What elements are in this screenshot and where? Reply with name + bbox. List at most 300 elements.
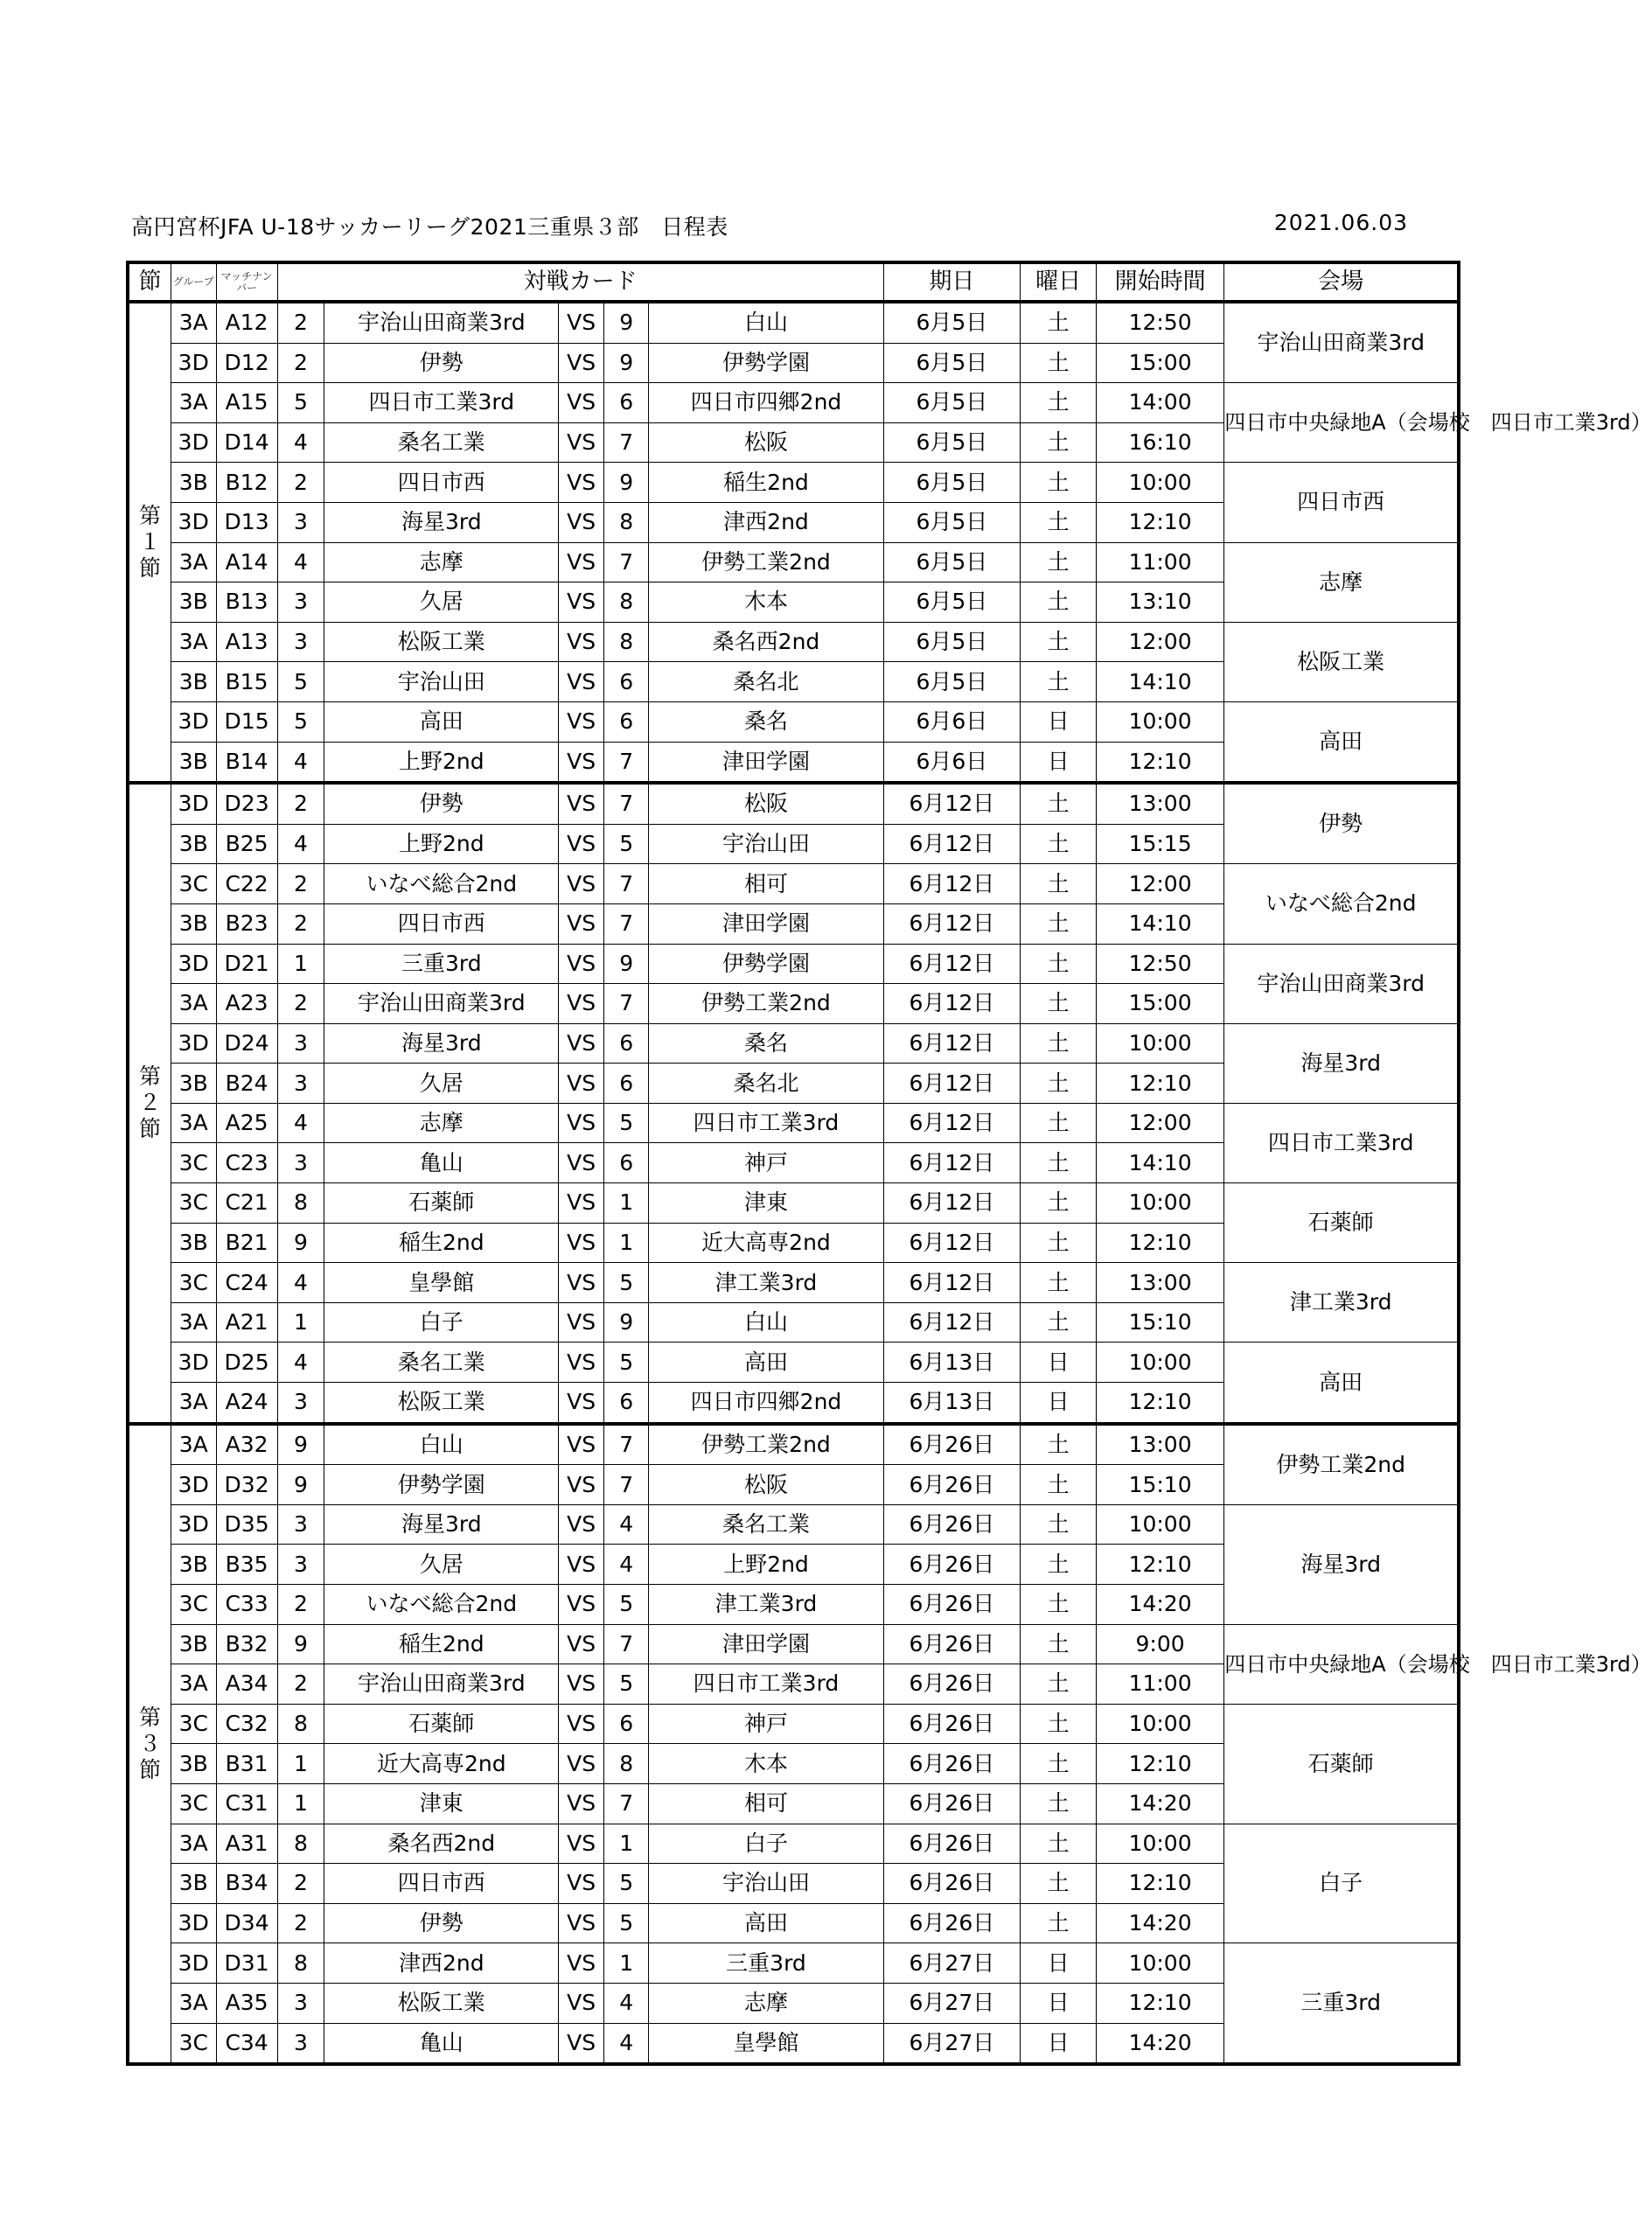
match-date-cell: 6月26日 — [883, 1624, 1021, 1664]
away-team-cell: 相可 — [649, 1783, 883, 1824]
venue-cell: 石薬師 — [1224, 1704, 1459, 1824]
group-cell: 3B — [171, 1223, 216, 1263]
venue-cell: 松阪工業 — [1224, 622, 1459, 701]
home-team-cell: 白子 — [324, 1302, 559, 1343]
match-number-cell: D23 — [216, 783, 277, 824]
away-seed-cell: 4 — [603, 1545, 649, 1585]
vs-cell: VS — [559, 944, 604, 984]
home-team-cell: 松阪工業 — [324, 1383, 559, 1424]
away-seed-cell: 7 — [603, 422, 649, 463]
start-time-cell: 12:10 — [1096, 1983, 1223, 2023]
group-cell: 3C — [171, 2023, 216, 2064]
away-team-cell: 四日市四郷2nd — [649, 383, 883, 423]
home-team-cell: 津西2nd — [324, 1943, 559, 1984]
away-team-cell: 津田学園 — [649, 903, 883, 944]
home-seed-cell: 5 — [277, 383, 324, 423]
header-start-time: 開始時間 — [1096, 262, 1223, 302]
home-seed-cell: 3 — [277, 1143, 324, 1183]
start-time-cell: 14:20 — [1096, 2023, 1223, 2064]
group-cell: 3C — [171, 1143, 216, 1183]
home-team-cell: 宇治山田商業3rd — [324, 302, 559, 343]
match-row — [128, 1824, 1459, 1864]
away-seed-cell: 4 — [603, 2023, 649, 2064]
vs-cell: VS — [559, 903, 604, 944]
match-row — [128, 1704, 1459, 1744]
venue-cell: 伊勢工業2nd — [1224, 1424, 1459, 1505]
header-date: 期日 — [883, 262, 1021, 302]
vs-cell: VS — [559, 582, 604, 623]
section-label-char: ２ — [138, 1090, 161, 1116]
match-row — [128, 302, 1459, 343]
match-number-cell: C32 — [216, 1704, 277, 1744]
weekday-cell: 日 — [1021, 1943, 1097, 1984]
match-date-cell: 6月26日 — [883, 1864, 1021, 1904]
vs-cell: VS — [559, 302, 604, 343]
weekday-cell: 土 — [1021, 662, 1097, 702]
away-team-cell: 白山 — [649, 302, 883, 343]
home-seed-cell: 2 — [277, 903, 324, 944]
away-seed-cell: 8 — [603, 502, 649, 542]
home-team-cell: 皇學館 — [324, 1263, 559, 1303]
start-time-cell: 16:10 — [1096, 422, 1223, 463]
vs-cell: VS — [559, 343, 604, 383]
start-time-cell: 10:00 — [1096, 1504, 1223, 1545]
group-cell: 3D — [171, 783, 216, 824]
match-row — [128, 701, 1459, 742]
section-label-char: １ — [138, 529, 161, 555]
start-time-cell: 11:00 — [1096, 1664, 1223, 1705]
vs-cell: VS — [559, 1143, 604, 1183]
group-cell: 3A — [171, 1664, 216, 1705]
home-seed-cell: 5 — [277, 701, 324, 742]
start-time-cell: 10:00 — [1096, 701, 1223, 742]
start-time-cell: 9:00 — [1096, 1624, 1223, 1664]
away-team-cell: 津東 — [649, 1183, 883, 1224]
start-time-cell: 11:00 — [1096, 542, 1223, 582]
header-match-card: 対戦カード — [277, 262, 883, 302]
group-cell: 3A — [171, 1383, 216, 1424]
group-cell: 3A — [171, 542, 216, 582]
vs-cell: VS — [559, 984, 604, 1024]
vs-cell: VS — [559, 1664, 604, 1705]
vs-cell: VS — [559, 422, 604, 463]
vs-cell: VS — [559, 1943, 604, 1984]
away-team-cell: 松阪 — [649, 422, 883, 463]
away-seed-cell: 6 — [603, 662, 649, 702]
group-cell: 3D — [171, 1504, 216, 1545]
venue-cell: 伊勢 — [1224, 783, 1459, 864]
weekday-cell: 土 — [1021, 1545, 1097, 1585]
home-team-cell: 上野2nd — [324, 824, 559, 864]
match-number-cell: B21 — [216, 1223, 277, 1263]
start-time-cell: 12:10 — [1096, 1064, 1223, 1104]
match-date-cell: 6月5日 — [883, 343, 1021, 383]
group-cell: 3D — [171, 343, 216, 383]
match-date-cell: 6月12日 — [883, 944, 1021, 984]
start-time-cell: 14:10 — [1096, 662, 1223, 702]
match-number-cell: D14 — [216, 422, 277, 463]
away-seed-cell: 7 — [603, 542, 649, 582]
away-team-cell: 四日市工業3rd — [649, 1103, 883, 1143]
weekday-cell: 土 — [1021, 1064, 1097, 1104]
home-team-cell: 宇治山田商業3rd — [324, 1664, 559, 1705]
start-time-cell: 14:10 — [1096, 903, 1223, 944]
weekday-cell: 土 — [1021, 1263, 1097, 1303]
match-date-cell: 6月5日 — [883, 502, 1021, 542]
match-date-cell: 6月6日 — [883, 701, 1021, 742]
match-date-cell: 6月26日 — [883, 1585, 1021, 1625]
home-team-cell: 宇治山田商業3rd — [324, 984, 559, 1024]
away-team-cell: 伊勢工業2nd — [649, 984, 883, 1024]
match-date-cell: 6月12日 — [883, 1223, 1021, 1263]
away-seed-cell: 6 — [603, 1143, 649, 1183]
away-team-cell: 神戸 — [649, 1704, 883, 1744]
group-cell: 3A — [171, 1424, 216, 1465]
header-match-number: マッチナンバー — [216, 262, 277, 302]
home-seed-cell: 8 — [277, 1943, 324, 1984]
match-number-cell: A23 — [216, 984, 277, 1024]
away-team-cell: 志摩 — [649, 1983, 883, 2023]
group-cell: 3B — [171, 903, 216, 944]
section-label-char: 節 — [138, 1116, 161, 1142]
home-team-cell: 亀山 — [324, 1143, 559, 1183]
home-team-cell: 伊勢 — [324, 783, 559, 824]
match-row — [128, 1023, 1459, 1064]
match-number-cell: B14 — [216, 742, 277, 783]
home-team-cell: 海星3rd — [324, 1504, 559, 1545]
match-row — [128, 463, 1459, 503]
match-number-cell: A25 — [216, 1103, 277, 1143]
weekday-cell: 土 — [1021, 1465, 1097, 1505]
match-number-cell: C24 — [216, 1263, 277, 1303]
home-team-cell: 海星3rd — [324, 1023, 559, 1064]
match-row — [128, 1424, 1459, 1465]
match-date-cell: 6月12日 — [883, 783, 1021, 824]
away-seed-cell: 5 — [603, 1585, 649, 1625]
section-label-char: 節 — [138, 555, 161, 582]
match-date-cell: 6月12日 — [883, 984, 1021, 1024]
weekday-cell: 土 — [1021, 1824, 1097, 1864]
away-team-cell: 津工業3rd — [649, 1263, 883, 1303]
home-seed-cell: 3 — [277, 502, 324, 542]
home-seed-cell: 2 — [277, 1585, 324, 1625]
away-team-cell: 木本 — [649, 582, 883, 623]
section-label-char: 第 — [138, 503, 161, 529]
group-cell: 3A — [171, 984, 216, 1024]
match-number-cell: D12 — [216, 343, 277, 383]
start-time-cell: 15:10 — [1096, 1465, 1223, 1505]
home-seed-cell: 4 — [277, 1103, 324, 1143]
match-number-cell: A15 — [216, 383, 277, 423]
match-number-cell: C33 — [216, 1585, 277, 1625]
vs-cell: VS — [559, 1585, 604, 1625]
vs-cell: VS — [559, 783, 604, 824]
group-cell: 3B — [171, 824, 216, 864]
venue-cell: 白子 — [1224, 1824, 1459, 1943]
away-seed-cell: 8 — [603, 622, 649, 662]
match-date-cell: 6月26日 — [883, 1545, 1021, 1585]
vs-cell: VS — [559, 1864, 604, 1904]
match-date-cell: 6月5日 — [883, 582, 1021, 623]
away-seed-cell: 6 — [603, 701, 649, 742]
home-seed-cell: 3 — [277, 1504, 324, 1545]
away-seed-cell: 7 — [603, 1424, 649, 1465]
weekday-cell: 土 — [1021, 1023, 1097, 1064]
away-seed-cell: 4 — [603, 1504, 649, 1545]
match-date-cell: 6月6日 — [883, 742, 1021, 783]
match-number-cell: D31 — [216, 1943, 277, 1984]
home-seed-cell: 2 — [277, 864, 324, 904]
away-team-cell: 白山 — [649, 1302, 883, 1343]
group-cell: 3D — [171, 1943, 216, 1984]
venue-cell: 三重3rd — [1224, 1943, 1459, 2064]
home-seed-cell: 8 — [277, 1704, 324, 1744]
match-row — [128, 783, 1459, 824]
weekday-cell: 土 — [1021, 1103, 1097, 1143]
start-time-cell: 13:00 — [1096, 783, 1223, 824]
home-team-cell: 宇治山田 — [324, 662, 559, 702]
match-number-cell: D24 — [216, 1023, 277, 1064]
match-row — [128, 1263, 1459, 1303]
match-row — [128, 1504, 1459, 1545]
group-cell: 3C — [171, 1585, 216, 1625]
weekday-cell: 日 — [1021, 1983, 1097, 2023]
away-team-cell: 高田 — [649, 1343, 883, 1383]
match-date-cell: 6月12日 — [883, 1023, 1021, 1064]
away-team-cell: 白子 — [649, 1824, 883, 1864]
match-row — [128, 864, 1459, 904]
away-seed-cell: 9 — [603, 463, 649, 503]
start-time-cell: 10:00 — [1096, 1023, 1223, 1064]
match-number-cell: C31 — [216, 1783, 277, 1824]
group-cell: 3B — [171, 742, 216, 783]
start-time-cell: 12:10 — [1096, 1223, 1223, 1263]
vs-cell: VS — [559, 463, 604, 503]
match-date-cell: 6月27日 — [883, 2023, 1021, 2064]
match-number-cell: D34 — [216, 1903, 277, 1943]
away-team-cell: 宇治山田 — [649, 1864, 883, 1904]
group-cell: 3C — [171, 1183, 216, 1224]
group-cell: 3A — [171, 1983, 216, 2023]
match-number-cell: B13 — [216, 582, 277, 623]
home-team-cell: 海星3rd — [324, 502, 559, 542]
away-team-cell: 近大高専2nd — [649, 1223, 883, 1263]
vs-cell: VS — [559, 1465, 604, 1505]
schedule-body — [128, 302, 1652, 2064]
group-cell: 3C — [171, 1704, 216, 1744]
group-cell: 3B — [171, 463, 216, 503]
weekday-cell: 土 — [1021, 542, 1097, 582]
match-date-cell: 6月5日 — [883, 422, 1021, 463]
away-seed-cell: 8 — [603, 1744, 649, 1784]
start-time-cell: 10:00 — [1096, 1943, 1223, 1984]
group-cell: 3B — [171, 1064, 216, 1104]
weekday-cell: 土 — [1021, 1143, 1097, 1183]
weekday-cell: 土 — [1021, 383, 1097, 423]
match-date-cell: 6月12日 — [883, 1183, 1021, 1224]
match-number-cell: D35 — [216, 1504, 277, 1545]
away-seed-cell: 7 — [603, 864, 649, 904]
weekday-cell: 土 — [1021, 343, 1097, 383]
group-cell: 3A — [171, 1824, 216, 1864]
page-title: 高円宮杯JFA U-18サッカーリーグ2021三重県３部 日程表 — [131, 214, 728, 240]
away-team-cell: 津工業3rd — [649, 1585, 883, 1625]
weekday-cell: 土 — [1021, 1624, 1097, 1664]
away-seed-cell: 1 — [603, 1183, 649, 1224]
home-team-cell: 石薬師 — [324, 1183, 559, 1224]
venue-cell: 四日市中央緑地A（会場校 四日市工業3rd） — [1224, 1624, 1459, 1704]
start-time-cell: 12:00 — [1096, 622, 1223, 662]
weekday-cell: 土 — [1021, 1223, 1097, 1263]
weekday-cell: 土 — [1021, 903, 1097, 944]
group-cell: 3B — [171, 662, 216, 702]
venue-cell: 四日市中央緑地A（会場校 四日市工業3rd） — [1224, 383, 1459, 463]
home-team-cell: 四日市西 — [324, 463, 559, 503]
start-time-cell: 14:20 — [1096, 1783, 1223, 1824]
home-team-cell: 四日市西 — [324, 903, 559, 944]
home-seed-cell: 1 — [277, 1302, 324, 1343]
home-seed-cell: 3 — [277, 1383, 324, 1424]
home-seed-cell: 3 — [277, 2023, 324, 2064]
venue-cell: 高田 — [1224, 1343, 1459, 1424]
weekday-cell: 土 — [1021, 1744, 1097, 1784]
away-team-cell: 三重3rd — [649, 1943, 883, 1984]
home-team-cell: 白山 — [324, 1424, 559, 1465]
match-number-cell: A31 — [216, 1824, 277, 1864]
start-time-cell: 13:00 — [1096, 1263, 1223, 1303]
weekday-cell: 土 — [1021, 824, 1097, 864]
away-team-cell: 上野2nd — [649, 1545, 883, 1585]
away-team-cell: 津田学園 — [649, 742, 883, 783]
group-cell: 3C — [171, 1263, 216, 1303]
home-team-cell: 久居 — [324, 1545, 559, 1585]
vs-cell: VS — [559, 701, 604, 742]
away-seed-cell: 9 — [603, 1302, 649, 1343]
group-cell: 3D — [171, 1903, 216, 1943]
away-seed-cell: 5 — [603, 1903, 649, 1943]
start-time-cell: 12:10 — [1096, 1383, 1223, 1424]
vs-cell: VS — [559, 383, 604, 423]
vs-cell: VS — [559, 1223, 604, 1263]
venue-cell: 四日市西 — [1224, 463, 1459, 542]
away-team-cell: 宇治山田 — [649, 824, 883, 864]
start-time-cell: 13:10 — [1096, 582, 1223, 623]
home-team-cell: 津東 — [324, 1783, 559, 1824]
match-date-cell: 6月26日 — [883, 1824, 1021, 1864]
away-seed-cell: 5 — [603, 1263, 649, 1303]
away-seed-cell: 1 — [603, 1943, 649, 1984]
match-date-cell: 6月12日 — [883, 824, 1021, 864]
start-time-cell: 13:00 — [1096, 1424, 1223, 1465]
weekday-cell: 土 — [1021, 1424, 1097, 1465]
away-seed-cell: 7 — [603, 1624, 649, 1664]
away-team-cell: 相可 — [649, 864, 883, 904]
match-date-cell: 6月12日 — [883, 1263, 1021, 1303]
home-seed-cell: 2 — [277, 1903, 324, 1943]
start-time-cell: 14:20 — [1096, 1585, 1223, 1625]
vs-cell: VS — [559, 1983, 604, 2023]
start-time-cell: 10:00 — [1096, 1183, 1223, 1224]
match-number-cell: A24 — [216, 1383, 277, 1424]
section-label-char: 第 — [138, 1704, 161, 1730]
match-date-cell: 6月5日 — [883, 662, 1021, 702]
start-time-cell: 12:00 — [1096, 1103, 1223, 1143]
vs-cell: VS — [559, 1424, 604, 1465]
weekday-cell: 土 — [1021, 1864, 1097, 1904]
away-team-cell: 皇學館 — [649, 2023, 883, 2064]
match-number-cell: B31 — [216, 1744, 277, 1784]
section-label-char: 節 — [138, 1756, 161, 1782]
header-weekday: 曜日 — [1021, 262, 1097, 302]
match-number-cell: C23 — [216, 1143, 277, 1183]
start-time-cell: 12:10 — [1096, 1744, 1223, 1784]
away-team-cell: 稲生2nd — [649, 463, 883, 503]
match-date-cell: 6月27日 — [883, 1983, 1021, 2023]
home-team-cell: 志摩 — [324, 1103, 559, 1143]
section-label — [128, 302, 171, 783]
home-team-cell: 久居 — [324, 1064, 559, 1104]
home-team-cell: 稲生2nd — [324, 1624, 559, 1664]
home-team-cell: 近大高専2nd — [324, 1744, 559, 1784]
start-time-cell: 10:00 — [1096, 1704, 1223, 1744]
home-seed-cell: 3 — [277, 582, 324, 623]
home-team-cell: 松阪工業 — [324, 1983, 559, 2023]
start-time-cell: 10:00 — [1096, 1343, 1223, 1383]
home-seed-cell: 4 — [277, 542, 324, 582]
match-row — [128, 1943, 1459, 1984]
start-time-cell: 12:10 — [1096, 1864, 1223, 1904]
away-team-cell: 神戸 — [649, 1143, 883, 1183]
away-seed-cell: 1 — [603, 1824, 649, 1864]
away-seed-cell: 8 — [603, 582, 649, 623]
away-seed-cell: 9 — [603, 343, 649, 383]
home-seed-cell: 3 — [277, 1023, 324, 1064]
weekday-cell: 土 — [1021, 1664, 1097, 1705]
match-date-cell: 6月26日 — [883, 1783, 1021, 1824]
group-cell: 3D — [171, 1343, 216, 1383]
away-team-cell: 桑名西2nd — [649, 622, 883, 662]
vs-cell: VS — [559, 1064, 604, 1104]
away-seed-cell: 7 — [603, 742, 649, 783]
home-team-cell: 四日市西 — [324, 1864, 559, 1904]
match-number-cell: B25 — [216, 824, 277, 864]
home-team-cell: 久居 — [324, 582, 559, 623]
match-date-cell: 6月13日 — [883, 1343, 1021, 1383]
away-seed-cell: 5 — [603, 1864, 649, 1904]
away-seed-cell: 5 — [603, 1343, 649, 1383]
match-date-cell: 6月12日 — [883, 1143, 1021, 1183]
start-time-cell: 12:50 — [1096, 302, 1223, 343]
group-cell: 3D — [171, 422, 216, 463]
start-time-cell: 15:10 — [1096, 1302, 1223, 1343]
home-seed-cell: 1 — [277, 1744, 324, 1784]
weekday-cell: 土 — [1021, 1704, 1097, 1744]
group-cell: 3A — [171, 1103, 216, 1143]
vs-cell: VS — [559, 1504, 604, 1545]
home-team-cell: 稲生2nd — [324, 1223, 559, 1263]
group-cell: 3B — [171, 1545, 216, 1585]
venue-cell: 津工業3rd — [1224, 1263, 1459, 1343]
match-number-cell: D15 — [216, 701, 277, 742]
match-number-cell: D32 — [216, 1465, 277, 1505]
match-row — [128, 622, 1459, 662]
home-seed-cell: 1 — [277, 944, 324, 984]
group-cell: 3B — [171, 1744, 216, 1784]
match-date-cell: 6月26日 — [883, 1744, 1021, 1784]
match-number-cell: C22 — [216, 864, 277, 904]
away-team-cell: 伊勢学園 — [649, 343, 883, 383]
away-seed-cell: 7 — [603, 984, 649, 1024]
